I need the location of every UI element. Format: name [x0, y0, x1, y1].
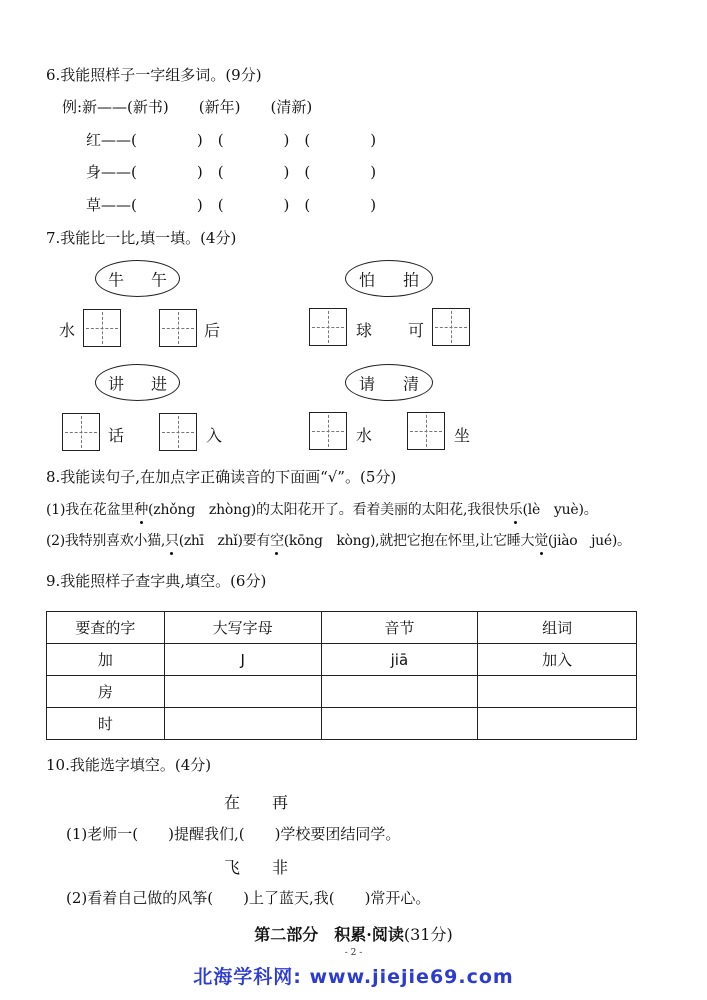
part-two-heading: [0, 922, 707, 945]
q7-oval-4: [345, 364, 433, 401]
q7-side-char: 水: [59, 321, 76, 340]
table-cell: 房: [47, 676, 165, 708]
table-cell: J: [164, 644, 321, 676]
table-cell: 加入: [478, 644, 637, 676]
q7-oval-3: [95, 364, 180, 401]
q6-row-1: 红——( ) ( ) ( ): [86, 131, 377, 149]
q7-char-b: 进: [150, 374, 167, 393]
q10-sentence-1: (1)老师一( )提醒我们,( )学校要团结同学。: [66, 825, 401, 843]
q8-s2-text: (jiào jué)。: [547, 533, 631, 549]
q7-char-a: 牛: [108, 270, 125, 289]
q8-s2-text: (kōng kòng),就把它抱在怀里,让它睡大: [283, 533, 535, 549]
q6-title: 6.我能照样子一字组多词。(9分): [46, 66, 262, 84]
table-header-cell: 大写字母: [164, 612, 321, 644]
q7-side-char: 可: [408, 321, 425, 340]
q7-title: 7.我能比一比,填一填。(4分): [46, 229, 237, 247]
q10-sentence-2: (2)看着自己做的风筝( )上了蓝天,我( )常开心。: [66, 889, 431, 907]
q7-side-char: 坐: [454, 426, 471, 445]
q6-example: 例:新——(新书) (新年) (清新): [62, 98, 313, 116]
q7-tian-box[interactable]: [432, 308, 470, 346]
dictionary-table: [46, 611, 637, 740]
q8-dotted-char: 乐: [509, 499, 523, 519]
table-cell: 加: [47, 644, 165, 676]
table-cell-blank[interactable]: [321, 708, 478, 740]
q8-dotted-char: 种: [134, 499, 148, 519]
q7-side-char: 话: [108, 426, 125, 445]
q8-s2-text: (2)我特别喜欢小猫,: [46, 533, 165, 549]
q8-sentence-1: [46, 499, 598, 519]
q6-row-2: 身——( ) ( ) ( ): [86, 163, 377, 181]
q7-oval-2: [345, 260, 433, 297]
table-cell-blank[interactable]: [164, 708, 321, 740]
q8-title: 8.我能读句子,在加点字正确读音的下面画“√”。(5分): [46, 468, 397, 486]
table-cell: 时: [47, 708, 165, 740]
q7-side-char: 后: [204, 321, 221, 340]
q10-char-pair-2: 飞 非: [224, 858, 289, 877]
table-header-cell: 组词: [478, 612, 637, 644]
table-header-cell: 音节: [321, 612, 478, 644]
table-cell-blank[interactable]: [478, 708, 637, 740]
footer-watermark: 北海学科网: www.jiejie69.com: [193, 966, 514, 988]
table-cell-blank[interactable]: [478, 676, 637, 708]
q7-tian-box[interactable]: [83, 309, 121, 347]
table-row: [47, 644, 637, 676]
page-number: - 2 -: [344, 948, 363, 958]
q8-sentence-2: [46, 530, 631, 550]
table-header-row: [47, 612, 637, 644]
q8-dotted-char: 只: [165, 530, 179, 550]
table-cell-blank[interactable]: [321, 676, 478, 708]
q6-row-3: 草——( ) ( ) ( ): [86, 196, 377, 214]
q7-tian-box[interactable]: [309, 308, 347, 346]
q7-side-char: 入: [206, 426, 223, 445]
q7-char-a: 讲: [108, 374, 125, 393]
q7-char-b: 午: [150, 270, 167, 289]
table-cell: jiā: [321, 644, 478, 676]
table-row: [47, 708, 637, 740]
q7-side-char: 球: [356, 321, 373, 340]
q7-char-b: 拍: [402, 270, 419, 289]
q8-dotted-char: 空: [270, 530, 284, 550]
q7-tian-box[interactable]: [62, 413, 100, 451]
q8-dotted-char: 觉: [534, 530, 548, 550]
q7-oval-1: [95, 260, 180, 297]
q7-tian-box[interactable]: [159, 309, 197, 347]
q8-s1-text: (1)我在花盆里: [46, 502, 135, 518]
q9-title: 9.我能照样子查字典,填空。(6分): [46, 572, 267, 590]
q7-tian-box[interactable]: [159, 413, 197, 451]
part-two-title: 第二部分 积累·阅读: [254, 925, 404, 944]
table-header-cell: 要查的字: [47, 612, 165, 644]
q7-tian-box[interactable]: [407, 412, 445, 450]
q7-char-b: 清: [402, 374, 419, 393]
q8-s1-text: (zhǒng zhòng)的太阳花开了。看着美丽的太阳花,我很快: [148, 502, 509, 518]
q10-title: 10.我能选字填空。(4分): [46, 756, 212, 774]
q7-char-a: 请: [359, 374, 376, 393]
q7-char-a: 怕: [359, 270, 376, 289]
q10-char-pair-1: 在 再: [224, 793, 289, 812]
q7-side-char: 水: [356, 426, 373, 445]
q7-tian-box[interactable]: [309, 412, 347, 450]
q8-s1-text: (lè yuè)。: [522, 502, 598, 518]
part-two-score: (31分): [403, 925, 453, 944]
q8-s2-text: (zhī zhǐ)要有: [178, 533, 271, 549]
table-cell-blank[interactable]: [164, 676, 321, 708]
table-row: [47, 676, 637, 708]
